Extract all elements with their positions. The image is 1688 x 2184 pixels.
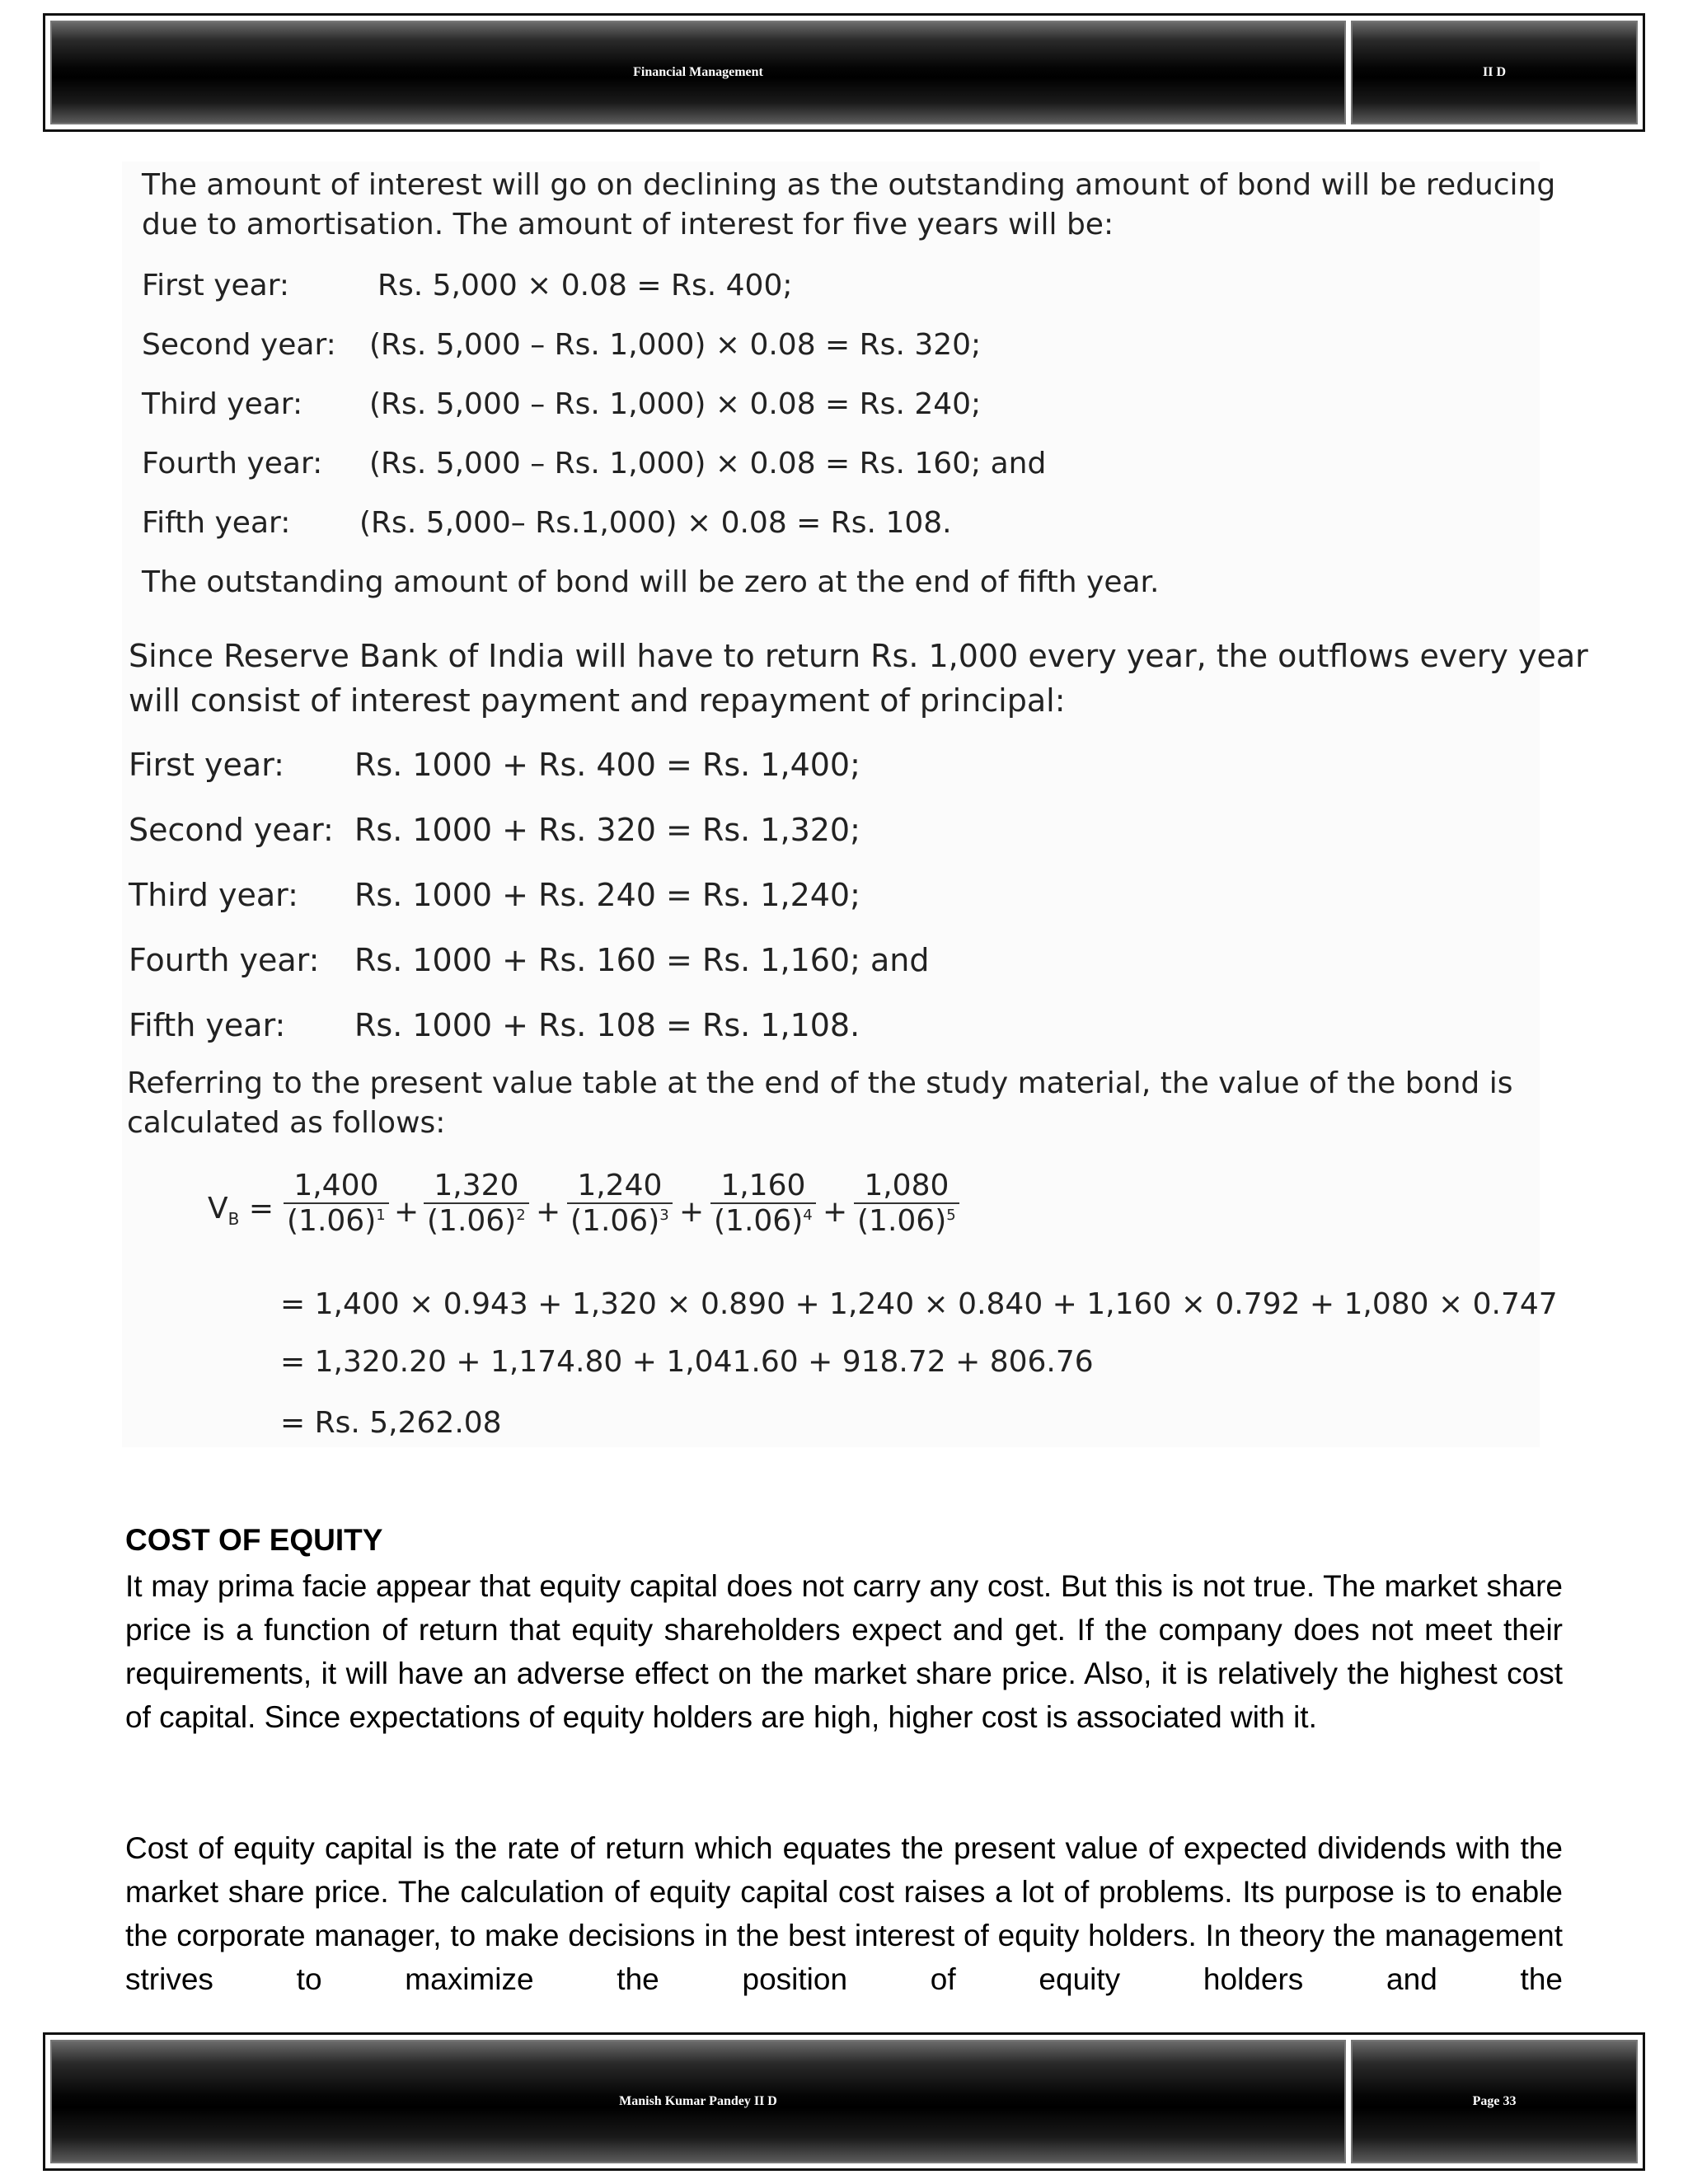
- page-header: [43, 13, 1645, 132]
- interest-closing: The outstanding amount of bond will be zero at the end of fifth year.: [142, 565, 1160, 599]
- formula-term: [567, 1169, 673, 1238]
- formula-term: [710, 1169, 816, 1238]
- term-denominator: $(1.06)^5$: [857, 1204, 956, 1238]
- interest-row-label: Fifth year:: [142, 506, 291, 540]
- outflow-row-expr: Rs. 1000 + Rs. 320 = Rs. 1,320;: [354, 812, 860, 848]
- paragraph: Cost of equity capital is the rate of return which equates the present value of expected dividends with the market share price. The calculation of equity capital cost raises a lot of problems. Its purpose is to enable the corporate manager, to make decisions in the best interest of equity holders. In theory the management strives to maximize the position of equity holders and the: [125, 1831, 1563, 1996]
- formula-term: [424, 1169, 529, 1238]
- interest-row-label: Second year:: [142, 328, 336, 362]
- interest-intro-line-1: The amount of interest will go on declining as the outstanding amount of bond will be reducing: [142, 168, 1556, 202]
- plus-sign: +: [823, 1195, 848, 1229]
- formula-lhs: $V_B$ =: [208, 1192, 274, 1230]
- plus-sign: +: [394, 1195, 420, 1229]
- interest-row-expr: (Rs. 5,000 – Rs. 1,000) × 0.08 = Rs. 320;: [369, 328, 982, 362]
- plus-sign: +: [536, 1195, 561, 1229]
- interest-row-expr: (Rs. 5,000 – Rs. 1,000) × 0.08 = Rs. 240;: [369, 387, 982, 421]
- header-section: II D: [1351, 21, 1638, 124]
- plus-sign: +: [679, 1195, 705, 1229]
- outflow-row-label: Third year:: [129, 877, 298, 913]
- outflow-row-label: Second year:: [129, 812, 334, 848]
- reference-line-2: calculated as follows:: [127, 1106, 446, 1140]
- footer-author: Manish Kumar Pandey II D: [50, 2040, 1346, 2163]
- formula-lhs-symbol: V: [208, 1192, 228, 1226]
- interest-row-label: First year:: [142, 269, 290, 302]
- outflow-row-expr: Rs. 1000 + Rs. 240 = Rs. 1,240;: [354, 877, 860, 913]
- outflow-intro-line-2: will consist of interest payment and repayment of principal:: [129, 682, 1066, 719]
- section-heading: COST OF EQUITY: [125, 1523, 383, 1557]
- interest-row-expr: Rs. 5,000 × 0.08 = Rs. 400;: [377, 269, 793, 302]
- interest-row-expr: (Rs. 5,000 – Rs. 1,000) × 0.08 = Rs. 160; and: [369, 447, 1047, 480]
- outflow-row-label: First year:: [129, 747, 284, 783]
- term-numerator: 1,400: [284, 1169, 389, 1204]
- formula-term: [284, 1169, 389, 1238]
- interest-row-expr: (Rs. 5,000– Rs.1,000) × 0.08 = Rs. 108.: [359, 506, 952, 540]
- formula-result: = Rs. 5,262.08: [280, 1406, 502, 1440]
- term-exponent: 2: [516, 1207, 526, 1224]
- term-denominator: $(1.06)^2$: [427, 1204, 526, 1238]
- term-denominator: $(1.06)^4$: [714, 1204, 813, 1238]
- paragraph: It may prima facie appear that equity capital does not carry any cost. But this is not true. The market share price is a function of return that equity shareholders expect and get. If the company does not meet their requirements, it will have an adverse effect on the market share price. Also, it is relatively the highest cost of capital. Since expectations of equity holders are high, higher cost is associated with it.: [125, 1569, 1563, 1734]
- term-denominator: $(1.06)^1$: [287, 1204, 386, 1238]
- interest-intro-line-2: due to amortisation. The amount of interest for five years will be:: [142, 208, 1114, 241]
- outflow-row-expr: Rs. 1000 + Rs. 108 = Rs. 1,108.: [354, 1007, 860, 1043]
- outflow-row-label: Fifth year:: [129, 1007, 286, 1043]
- term-numerator: 1,320: [424, 1169, 529, 1204]
- term-exponent: 5: [946, 1207, 956, 1224]
- reference-line-1: Referring to the present value table at the end of the study material, the value of the bond is: [127, 1066, 1513, 1100]
- interest-row-label: Third year:: [142, 387, 303, 421]
- term-exponent: 3: [659, 1207, 669, 1224]
- interest-row-label: Fourth year:: [142, 447, 323, 480]
- page-number: Page 33: [1351, 2040, 1638, 2163]
- outflow-row-label: Fourth year:: [129, 942, 320, 978]
- formula-step-2: = 1,320.20 + 1,174.80 + 1,041.60 + 918.72 + 806.76: [280, 1345, 1094, 1379]
- header-title: Financial Management: [50, 21, 1346, 124]
- outflow-row-expr: Rs. 1000 + Rs. 160 = Rs. 1,160; and: [354, 942, 930, 978]
- term-numerator: 1,080: [854, 1169, 959, 1204]
- formula-term: [854, 1169, 959, 1238]
- outflow-intro-line-1: Since Reserve Bank of India will have to return Rs. 1,000 every year, the outflows every year: [129, 638, 1588, 674]
- formula-lhs-subscript: B: [227, 1209, 240, 1230]
- term-exponent: 4: [803, 1207, 813, 1224]
- term-numerator: 1,160: [710, 1169, 816, 1204]
- term-denominator: $(1.06)^3$: [570, 1204, 669, 1238]
- term-exponent: 1: [376, 1207, 386, 1224]
- outflow-row-expr: Rs. 1000 + Rs. 400 = Rs. 1,400;: [354, 747, 860, 783]
- term-numerator: 1,240: [567, 1169, 673, 1204]
- page-footer: [43, 2032, 1645, 2171]
- scanned-calculation: [122, 162, 1588, 1447]
- formula-step-1: = 1,400 × 0.943 + 1,320 × 0.890 + 1,240 × 0.840 + 1,160 × 0.792 + 1,080 × 0.747: [280, 1287, 1558, 1321]
